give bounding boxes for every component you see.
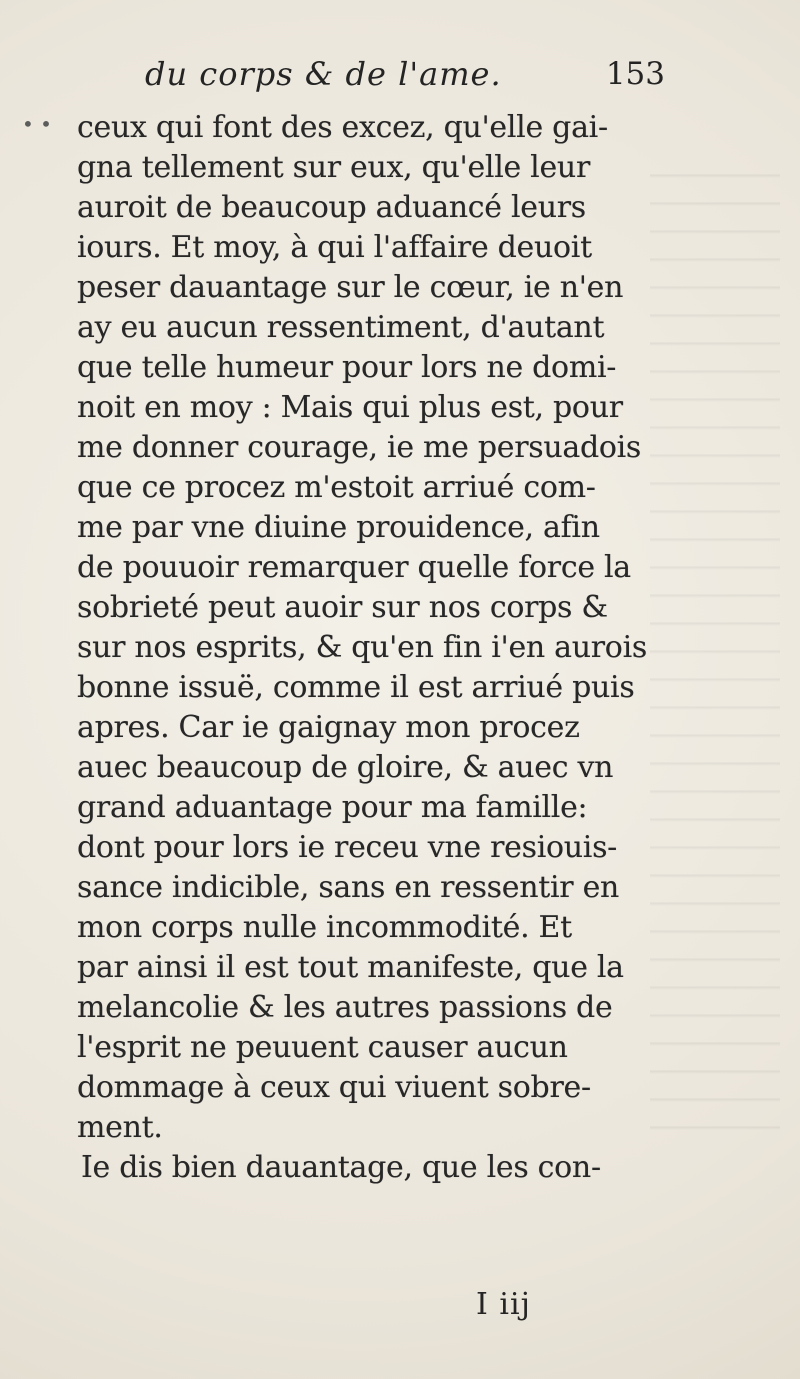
page-number: 153: [605, 56, 665, 92]
text-line: iours. Et moy, à qui l'affaire deuoit: [77, 230, 592, 265]
text-line: me par vne diuine prouidence, afin: [77, 510, 600, 545]
text-line: sobrieté peut auoir sur nos corps &: [77, 590, 608, 625]
text-line: sur nos esprits, & qu'en fin i'en aurois: [77, 630, 647, 665]
text-line: bonne issuë, comme il est arriué puis: [77, 670, 635, 705]
text-line: sance indicible, sans en ressentir en: [77, 870, 620, 905]
text-line: ay eu aucun ressentiment, d'autant: [77, 310, 605, 345]
text-line: me donner courage, ie me persuadois: [77, 430, 641, 465]
text-line: dommage à ceux qui viuent sobre-: [77, 1070, 591, 1105]
text-line: ceux qui font des excez, qu'elle gai-: [77, 110, 608, 145]
text-line: grand aduantage pour ma famille:: [77, 790, 588, 825]
text-line: auroit de beaucoup aduancé leurs: [77, 190, 586, 225]
text-line: que telle humeur pour lors ne domi-: [77, 350, 617, 385]
signature-mark: I iij: [476, 1287, 531, 1322]
main-text: [77, 108, 657, 1188]
text-line: dont pour lors ie receu vne resiouis-: [77, 830, 618, 865]
text-line: mon corps nulle incommodité. Et: [77, 910, 572, 945]
text-line: Ie dis bien dauantage, que les con-: [81, 1150, 601, 1185]
page-header: [145, 55, 665, 99]
margin-mark: • •: [22, 112, 52, 136]
text-line: auec beaucoup de gloire, & auec vn: [77, 750, 614, 785]
text-line: l'esprit ne peuuent causer aucun: [77, 1030, 568, 1065]
text-line: gna tellement sur eux, qu'elle leur: [77, 150, 590, 185]
bleed-through-texture: [650, 150, 780, 1150]
running-title: du corps & de l'ame.: [145, 55, 502, 93]
text-line: que ce procez m'estoit arriué com-: [77, 470, 596, 505]
text-line: par ainsi il est tout manifeste, que la: [77, 950, 624, 985]
text-line: de pouuoir remarquer quelle force la: [77, 550, 631, 585]
text-line: apres. Car ie gaignay mon procez: [77, 710, 580, 745]
text-line: peser dauantage sur le cœur, ie n'en: [77, 270, 624, 305]
text-line: noit en moy : Mais qui plus est, pour: [77, 390, 623, 425]
text-line: ment.: [77, 1110, 163, 1145]
text-line: melancolie & les autres passions de: [77, 990, 613, 1025]
